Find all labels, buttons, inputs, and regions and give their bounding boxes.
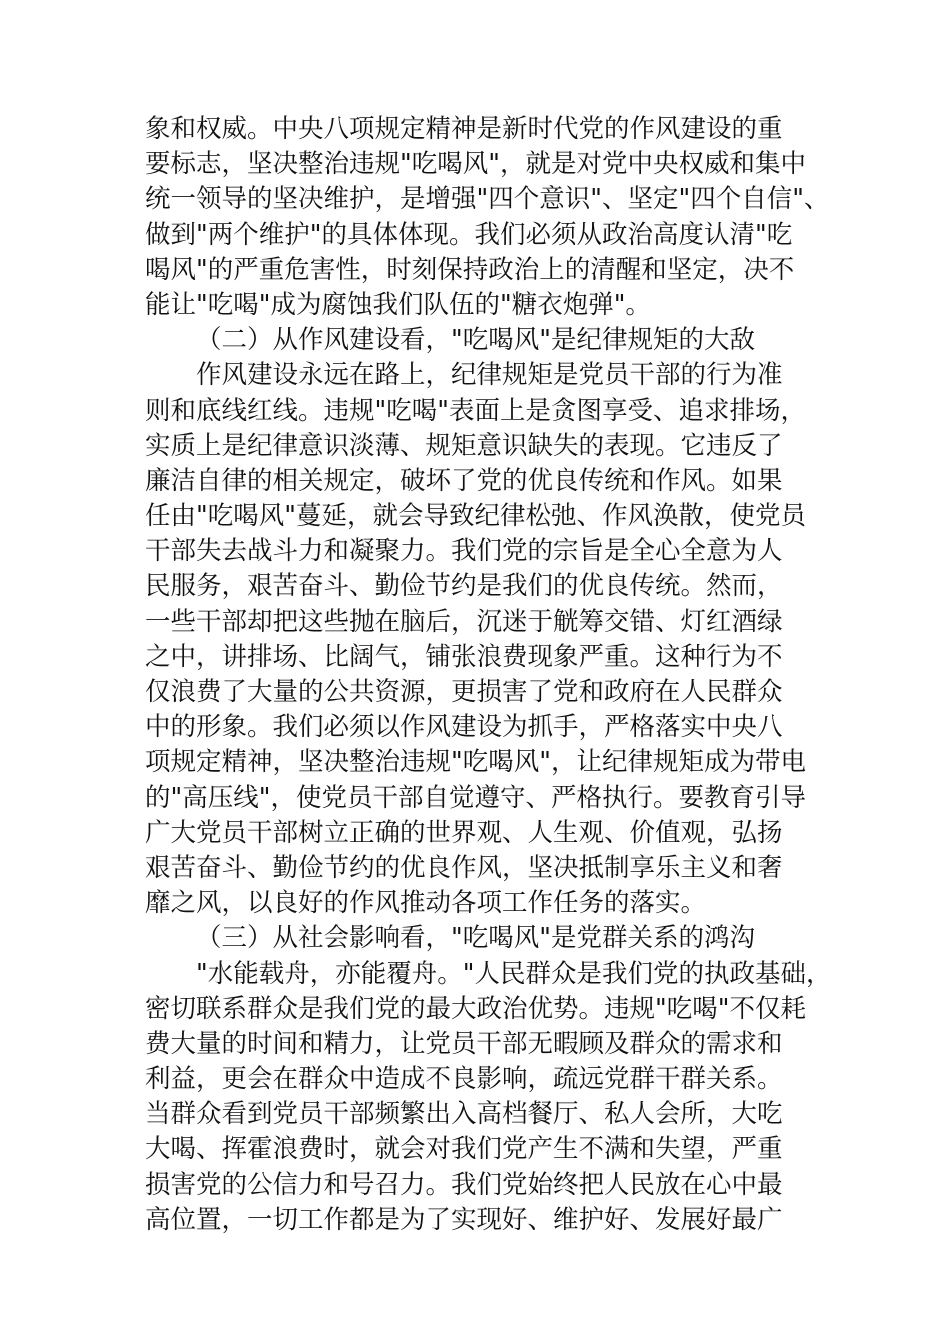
text-line: 喝风"的严重危害性，时刻保持政治上的清醒和坚定，决不 (145, 254, 795, 285)
text-line: 损害党的公信力和号召力。我们党始终把人民放在心中最 (145, 1169, 783, 1200)
text-line: 当群众看到党员干部频繁出入高档餐厅、私人会所，大吃 (145, 1099, 783, 1130)
text-line: 一些干部却把这些抛在脑后，沉迷于觥筹交错、灯红酒绿 (145, 606, 783, 637)
section-heading: （三）从社会影响看，"吃喝风"是党群关系的鸿沟 (196, 923, 755, 954)
text-line: 做到"两个维护"的具体体现。我们必须从政治高度认清"吃 (145, 219, 793, 250)
text-line: 廉洁自律的相关规定，破坏了党的优良传统和作风。如果 (145, 465, 783, 496)
text-line: 仅浪费了大量的公共资源，更损害了党和政府在人民群众 (145, 677, 783, 707)
text-line: 靡之风，以良好的作风推动各项工作任务的落实。 (145, 888, 707, 919)
document-body (145, 112, 832, 1238)
section-heading: （二）从作风建设看，"吃喝风"是纪律规矩的大敌 (196, 325, 755, 356)
text-line: 能让"吃喝"成为腐蚀我们队伍的"糖衣炮弹"。 (145, 289, 651, 320)
text-line: 实质上是纪律意识淡薄、规矩意识缺失的表现。它违反了 (145, 430, 783, 461)
text-line: 则和底线红线。违规"吃喝"表面上是贪图享受、追求排场， (145, 395, 806, 426)
paragraph-first-line: "水能载舟，亦能覆舟。"人民群众是我们党的执政基础， (196, 958, 832, 989)
text-line: 任由"吃喝风"蔓延，就会导致纪律松弛、作风涣散，使党员 (145, 501, 806, 532)
text-line: 高位置，一切工作都是为了实现好、维护好、发展好最广 (145, 1204, 783, 1235)
text-line: 之中，讲排场、比阔气，铺张浪费现象严重。这种行为不 (145, 641, 783, 672)
text-line: 的"高压线"，使党员干部自觉遵守、严格执行。要教育引导 (145, 782, 806, 813)
text-line: 象和权威。中央八项规定精神是新时代党的作风建设的重 (145, 114, 783, 144)
text-line: 要标志，坚决整治违规"吃喝风"，就是对党中央权威和集中 (145, 149, 806, 180)
text-line: 密切联系群众是我们党的最大政治优势。违规"吃喝"不仅耗 (145, 993, 806, 1024)
text-line: 广大党员干部树立正确的世界观、人生观、价值观，弘扬 (145, 817, 783, 848)
text-line: 中的形象。我们必须以作风建设为抓手，严格落实中央八 (145, 712, 783, 743)
text-line: 大喝、挥霍浪费时，就会对我们党产生不满和失望，严重 (145, 1134, 783, 1165)
text-line: 项规定精神，坚决整治违规"吃喝风"，让纪律规矩成为带电 (145, 747, 806, 778)
text-line: 统一领导的坚决维护，是增强"四个意识"、坚定"四个自信"、 (145, 184, 830, 215)
paragraph-first-line: 作风建设永远在路上，纪律规矩是党员干部的行为准 (196, 360, 783, 391)
text-line: 利益，更会在群众中造成不良影响，疏远党群干群关系。 (145, 1064, 783, 1095)
text-line: 费大量的时间和精力，让党员干部无暇顾及群众的需求和 (145, 1028, 783, 1059)
text-line: 民服务，艰苦奋斗、勤俭节约是我们的优良传统。然而， (145, 571, 783, 602)
text-line: 干部失去战斗力和凝聚力。我们党的宗旨是全心全意为人 (145, 536, 783, 567)
text-line: 艰苦奋斗、勤俭节约的优良作风，坚决抵制享乐主义和奢 (145, 852, 783, 883)
